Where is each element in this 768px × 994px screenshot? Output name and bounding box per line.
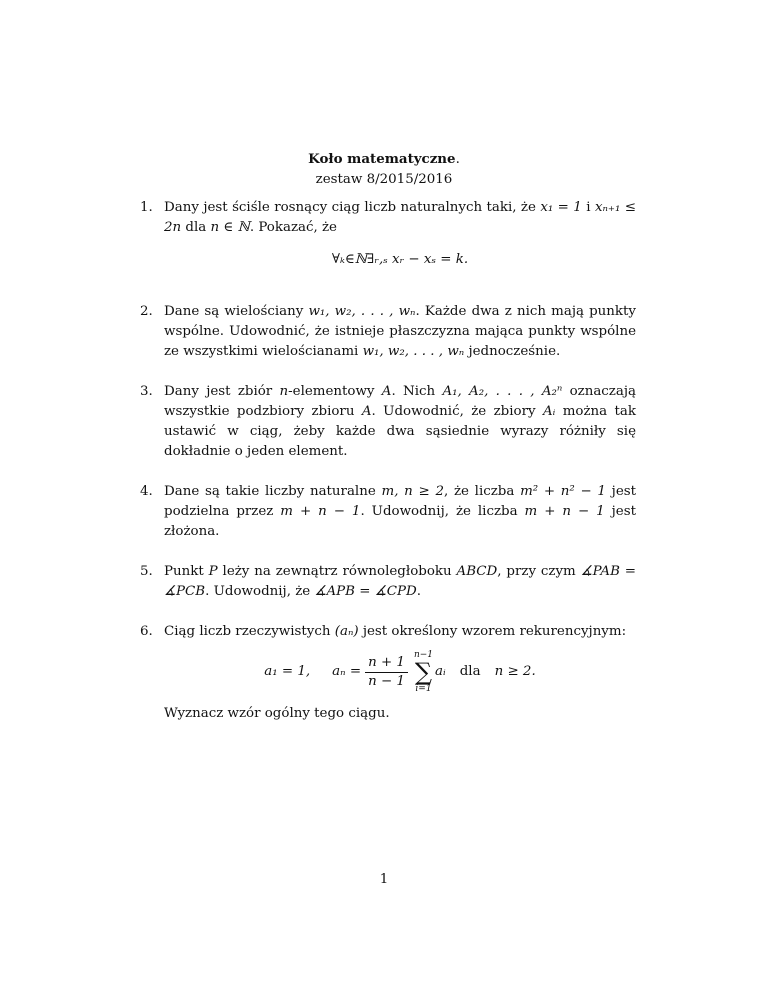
problem-text: -elementowy xyxy=(288,384,382,399)
summation xyxy=(414,650,433,694)
problem-text: Dane są wielościany xyxy=(164,304,309,319)
problem-text: leży na zewnątrz równoległoboku xyxy=(217,564,457,579)
math-inline: (aₙ) xyxy=(334,624,359,639)
math-inline: ∡PAB = ∡PCB xyxy=(164,564,637,599)
math-inline: ABCD xyxy=(456,564,498,579)
problem-text: jednocześnie. xyxy=(464,344,561,359)
problem-text: można tak ustawić w ciąg, żeby każde dwa sąsiednie wyrazy różniły się dokładnie o jeden element. xyxy=(164,404,636,459)
math-inline: w₁, w₂, . . . , wₙ xyxy=(362,344,465,359)
sum-term: aᵢ xyxy=(435,664,446,679)
math-inline: m, n ≥ 2 xyxy=(381,484,444,499)
problem-number: 6. xyxy=(140,624,153,639)
problem-number: 4. xyxy=(140,484,153,499)
problem-text: Dany jest ściśle rosnący ciąg liczb naturalnych taki, że xyxy=(164,200,541,215)
math-inline: x₁ = 1 xyxy=(540,200,582,215)
formula-word-dla: dla xyxy=(459,664,481,679)
problem-text: , że liczba xyxy=(443,484,521,499)
problem-text: oznaczają wszystkie podzbiory zbioru xyxy=(164,384,636,419)
problem-text: . Udowodnić, że zbiory xyxy=(371,404,543,419)
problem-number: 3. xyxy=(140,384,153,399)
math-inline: ∡APB = ∡CPD xyxy=(314,584,417,599)
fraction-denominator: n − 1 xyxy=(368,673,405,689)
problem-text: Wyznacz wzór ogólny tego ciągu. xyxy=(164,706,390,721)
problem-text: . Nich xyxy=(391,384,443,399)
problem-text: dla xyxy=(181,220,211,235)
recurrence-formula xyxy=(164,650,636,694)
title-period: . xyxy=(455,152,460,167)
math-inline: m + n − 1 xyxy=(280,504,361,519)
problem-text: Ciąg liczb rzeczywistych xyxy=(164,624,335,639)
problem-3 xyxy=(140,382,636,462)
problem-number: 5. xyxy=(140,564,153,579)
problem-text: . Pokazać, że xyxy=(249,220,337,235)
problem-2 xyxy=(140,302,636,362)
math-inline: w₁, w₂, . . . , wₙ xyxy=(308,304,416,319)
problem-text: jest podzielna przez xyxy=(164,484,637,519)
problem-1 xyxy=(140,198,636,270)
math-inline: A₁, A₂, . . . , A₂ⁿ xyxy=(442,384,563,399)
sum-upper-limit: n−1 xyxy=(413,650,434,660)
math-inline: P xyxy=(208,564,218,579)
display-formula: ∀ₖ∈ℕ∃ᵣ,ₛ xᵣ − xₛ = k. xyxy=(331,252,469,267)
fraction xyxy=(365,654,408,691)
document-subtitle: zestaw 8/2015/2016 xyxy=(315,172,453,187)
sum-lower-limit: i=1 xyxy=(415,684,432,694)
problem-6 xyxy=(140,622,636,724)
formula-condition: n ≥ 2. xyxy=(494,664,536,679)
document-header xyxy=(0,149,768,190)
problem-text: jest określony wzorem rekurencyjnym: xyxy=(358,624,627,639)
math-inline: A xyxy=(381,384,392,399)
problem-list xyxy=(140,198,636,724)
problem-text: Dany jest zbiór xyxy=(164,384,280,399)
problem-text: Dane są takie liczby naturalne xyxy=(164,484,382,499)
math-inline: Aᵢ xyxy=(542,404,556,419)
problem-text: , przy czym xyxy=(497,564,581,579)
problem-number: 2. xyxy=(140,304,153,319)
math-inline: A xyxy=(361,404,372,419)
problem-text: . Każde dwa z nich mają punkty wspólne. Udowodnić, że istnieje płaszczyzna mająca punkty wspólne ze wszystkimi wielościanami xyxy=(164,304,636,359)
problem-number: 1. xyxy=(140,200,153,215)
problem-text: Punkt xyxy=(164,564,209,579)
math-inline: n ∈ ℕ xyxy=(210,220,250,235)
problem-text: . xyxy=(416,584,421,599)
math-inline: n xyxy=(279,384,289,399)
problem-4 xyxy=(140,482,636,542)
math-inline: xₙ₊₁ ≤ 2n xyxy=(164,200,637,235)
problem-5 xyxy=(140,562,636,602)
problem-text: . Udowodnij, że liczba xyxy=(360,504,525,519)
fraction-numerator: n + 1 xyxy=(365,654,408,673)
math-inline: m + n − 1 xyxy=(524,504,605,519)
formula-initial-term: a₁ = 1, xyxy=(264,664,311,679)
formula-lhs: aₙ = xyxy=(332,664,362,679)
page-number: 1 xyxy=(379,872,389,887)
problem-text: . Udowodnij, że xyxy=(205,584,315,599)
problem-text: jest złożona. xyxy=(164,504,636,539)
math-inline: m² + n² − 1 xyxy=(520,484,606,499)
problem-text: i xyxy=(581,200,595,215)
document-title: Koło matematyczne xyxy=(308,151,456,167)
sum-sigma: ∑ xyxy=(414,658,433,686)
